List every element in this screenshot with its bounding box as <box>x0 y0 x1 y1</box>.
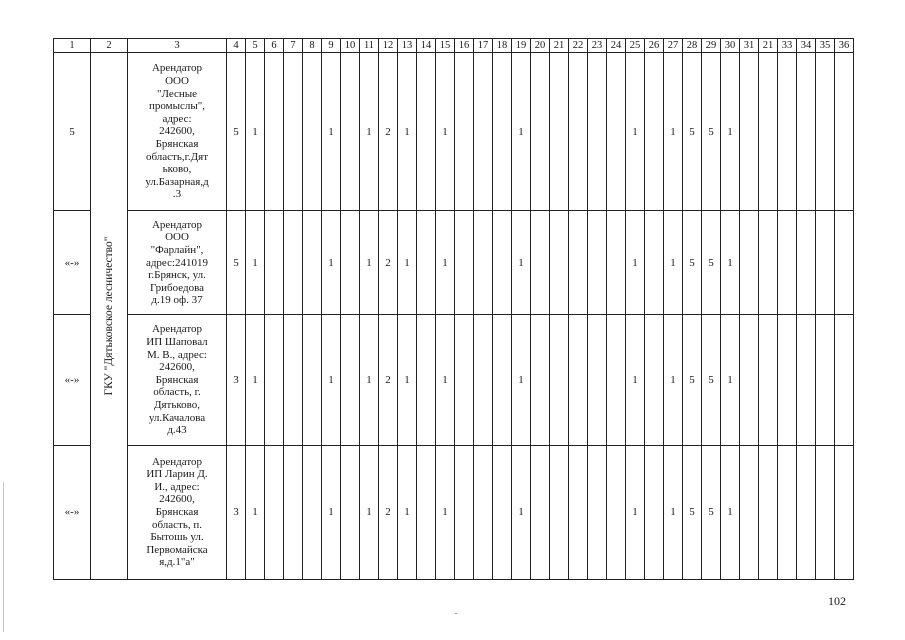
column-number-header: 10 <box>341 39 360 53</box>
table-row <box>54 211 854 315</box>
lessee-text-line: Брянская <box>155 137 199 150</box>
value-cell <box>265 53 284 211</box>
value-cell <box>569 53 588 211</box>
lessee-details-cell <box>128 53 227 211</box>
value-cell <box>759 53 778 211</box>
lessee-text-line: ьково, <box>162 163 192 176</box>
column-number-header: 30 <box>721 39 740 53</box>
value-cell: 1 <box>322 315 341 445</box>
value-cell: 1 <box>721 53 740 211</box>
lessee-text-line: И., адрес: <box>154 480 200 493</box>
value-cell <box>474 315 493 445</box>
row-number-cell: «-» <box>54 315 91 445</box>
column-number-header: 36 <box>835 39 854 53</box>
value-cell: 5 <box>702 445 721 579</box>
value-cell <box>303 211 322 315</box>
value-cell <box>474 53 493 211</box>
value-cell: 1 <box>664 445 683 579</box>
value-cell <box>759 445 778 579</box>
value-cell <box>740 445 759 579</box>
forest-lease-table <box>53 38 854 580</box>
column-number-header: 21 <box>759 39 778 53</box>
table-row <box>54 53 854 211</box>
value-cell <box>284 53 303 211</box>
header-row <box>54 39 854 53</box>
value-cell: 1 <box>512 53 531 211</box>
value-cell <box>531 315 550 445</box>
value-cell <box>550 445 569 579</box>
value-cell <box>417 211 436 315</box>
value-cell: 5 <box>683 445 702 579</box>
lessee-text-line: д.19 оф. 37 <box>151 294 203 307</box>
column-number-header: 14 <box>417 39 436 53</box>
value-cell <box>588 445 607 579</box>
column-number-header: 27 <box>664 39 683 53</box>
value-cell <box>740 315 759 445</box>
value-cell <box>607 315 626 445</box>
value-cell: 1 <box>246 211 265 315</box>
value-cell: 1 <box>664 53 683 211</box>
value-cell: 1 <box>436 53 455 211</box>
column-number-header: 6 <box>265 39 284 53</box>
forestry-name: ГКУ "Дятьковское лесничество" <box>103 236 115 396</box>
lessee-details-cell <box>128 315 227 445</box>
value-cell: 2 <box>379 53 398 211</box>
column-number-header: 23 <box>588 39 607 53</box>
value-cell <box>455 315 474 445</box>
lessee-text-line: ИП Шаповал <box>146 336 208 349</box>
value-cell <box>569 211 588 315</box>
column-number-header: 13 <box>398 39 417 53</box>
value-cell: 1 <box>398 211 417 315</box>
value-cell: 1 <box>664 211 683 315</box>
lessee-text-line: Брянская <box>155 373 199 386</box>
column-number-header: 2 <box>91 39 128 53</box>
scan-margin-line <box>3 482 4 632</box>
column-number-header: 7 <box>284 39 303 53</box>
value-cell: 1 <box>360 315 379 445</box>
value-cell <box>493 53 512 211</box>
value-cell: 1 <box>360 445 379 579</box>
value-cell: 5 <box>683 315 702 445</box>
value-cell: 5 <box>227 211 246 315</box>
lessee-text-line: Арендатор <box>151 455 203 468</box>
value-cell <box>797 315 816 445</box>
value-cell: 1 <box>246 53 265 211</box>
value-cell <box>303 315 322 445</box>
table-row <box>54 315 854 445</box>
value-cell <box>265 211 284 315</box>
lessee-text-line: .3 <box>172 188 182 201</box>
value-cell: 5 <box>683 53 702 211</box>
column-number-header: 26 <box>645 39 664 53</box>
value-cell <box>607 53 626 211</box>
value-cell <box>816 445 835 579</box>
value-cell <box>493 445 512 579</box>
value-cell <box>778 445 797 579</box>
value-cell <box>607 211 626 315</box>
column-number-header: 31 <box>740 39 759 53</box>
value-cell <box>645 445 664 579</box>
lessee-text-line: Арендатор <box>151 323 203 336</box>
value-cell: 5 <box>702 53 721 211</box>
value-cell <box>455 211 474 315</box>
value-cell <box>341 315 360 445</box>
value-cell <box>759 211 778 315</box>
column-number-header: 19 <box>512 39 531 53</box>
lessee-text-line: Арендатор <box>151 62 203 75</box>
column-number-header: 25 <box>626 39 645 53</box>
value-cell <box>284 315 303 445</box>
value-cell <box>550 53 569 211</box>
lessee-text-line: 242600, <box>159 493 195 506</box>
value-cell: 1 <box>436 315 455 445</box>
value-cell: 2 <box>379 445 398 579</box>
lessee-text-line: М. В., адрес: <box>147 348 207 361</box>
value-cell <box>645 211 664 315</box>
lessee-text-line: ул.Качалова <box>148 411 206 424</box>
value-cell: 2 <box>379 315 398 445</box>
value-cell <box>417 315 436 445</box>
lessee-text-line: Брянская <box>155 506 199 519</box>
scan-speck <box>455 613 457 614</box>
lessee-text-line: Грибоедова <box>149 281 205 294</box>
value-cell <box>816 315 835 445</box>
value-cell <box>550 211 569 315</box>
lessee-text-line: 242600, <box>159 125 195 138</box>
column-number-header: 1 <box>54 39 91 53</box>
value-cell <box>341 211 360 315</box>
row-number-cell: «-» <box>54 211 91 315</box>
value-cell <box>645 53 664 211</box>
column-number-header: 16 <box>455 39 474 53</box>
value-cell <box>759 315 778 445</box>
row-number-cell: 5 <box>54 53 91 211</box>
value-cell: 1 <box>398 53 417 211</box>
value-cell <box>531 211 550 315</box>
value-cell: 1 <box>626 53 645 211</box>
value-cell <box>303 53 322 211</box>
column-number-header: 29 <box>702 39 721 53</box>
lessee-text-line: ООО <box>165 231 189 244</box>
value-cell <box>740 211 759 315</box>
value-cell: 1 <box>398 315 417 445</box>
value-cell <box>417 445 436 579</box>
value-cell <box>835 445 854 579</box>
value-cell: 1 <box>721 445 740 579</box>
value-cell: 1 <box>626 211 645 315</box>
column-number-header: 17 <box>474 39 493 53</box>
value-cell <box>569 315 588 445</box>
value-cell <box>797 53 816 211</box>
value-cell: 1 <box>246 315 265 445</box>
value-cell: 1 <box>360 53 379 211</box>
column-number-header: 22 <box>569 39 588 53</box>
value-cell <box>645 315 664 445</box>
value-cell <box>588 53 607 211</box>
lessee-text-line: адрес:241019 <box>145 256 209 269</box>
value-cell <box>265 315 284 445</box>
column-number-header: 34 <box>797 39 816 53</box>
table-row <box>54 445 854 579</box>
lessee-text-line: ул.Базарная,д <box>145 175 209 188</box>
value-cell <box>284 445 303 579</box>
value-cell: 1 <box>398 445 417 579</box>
lessee-text-line: область, п. <box>151 518 203 531</box>
value-cell <box>797 211 816 315</box>
value-cell <box>740 53 759 211</box>
value-cell <box>341 445 360 579</box>
value-cell <box>455 445 474 579</box>
value-cell: 1 <box>512 315 531 445</box>
value-cell: 1 <box>721 211 740 315</box>
value-cell: 2 <box>379 211 398 315</box>
column-number-header: 18 <box>493 39 512 53</box>
value-cell: 1 <box>436 445 455 579</box>
value-cell <box>284 211 303 315</box>
value-cell <box>816 211 835 315</box>
lessee-text-line: Бытошь ул. <box>150 531 204 544</box>
value-cell <box>493 211 512 315</box>
column-number-header: 28 <box>683 39 702 53</box>
forestry-cell <box>91 53 128 580</box>
column-number-header: 35 <box>816 39 835 53</box>
column-number-header: 20 <box>531 39 550 53</box>
value-cell <box>778 315 797 445</box>
column-number-header: 21 <box>550 39 569 53</box>
value-cell <box>797 445 816 579</box>
lessee-text-line: я,д.1"а" <box>159 556 195 569</box>
value-cell <box>550 315 569 445</box>
lessee-text-line: Арендатор <box>151 218 203 231</box>
lessee-text-line: область, г. <box>153 386 201 399</box>
value-cell <box>588 211 607 315</box>
value-cell: 1 <box>246 445 265 579</box>
value-cell <box>569 445 588 579</box>
value-cell: 1 <box>322 53 341 211</box>
column-number-header: 11 <box>360 39 379 53</box>
row-number-cell: «-» <box>54 445 91 579</box>
value-cell: 1 <box>360 211 379 315</box>
value-cell: 3 <box>227 315 246 445</box>
lessee-text-line: адрес: <box>162 112 192 125</box>
value-cell: 1 <box>512 211 531 315</box>
lessee-text-line: ООО <box>165 74 189 87</box>
lessee-text-line: Дятьково, <box>153 398 201 411</box>
column-number-header: 12 <box>379 39 398 53</box>
value-cell: 1 <box>626 445 645 579</box>
value-cell: 5 <box>683 211 702 315</box>
value-cell <box>265 445 284 579</box>
column-number-header: 33 <box>778 39 797 53</box>
lessee-text-line: промыслы", <box>148 100 206 113</box>
value-cell: 1 <box>721 315 740 445</box>
lessee-details-cell <box>128 211 227 315</box>
value-cell: 1 <box>512 445 531 579</box>
value-cell: 5 <box>702 315 721 445</box>
value-cell <box>835 211 854 315</box>
lessee-text-line: "Фарлайн", <box>150 244 204 256</box>
value-cell <box>531 445 550 579</box>
value-cell <box>588 315 607 445</box>
column-number-header: 9 <box>322 39 341 53</box>
value-cell <box>474 211 493 315</box>
value-cell <box>531 53 550 211</box>
lessee-details-cell <box>128 445 227 579</box>
value-cell <box>303 445 322 579</box>
value-cell: 5 <box>227 53 246 211</box>
page-number: 102 <box>828 594 846 608</box>
value-cell: 1 <box>436 211 455 315</box>
value-cell <box>493 315 512 445</box>
column-number-header: 24 <box>607 39 626 53</box>
column-number-header: 5 <box>246 39 265 53</box>
lessee-text-line: 242600, <box>159 361 195 374</box>
value-cell <box>417 53 436 211</box>
lessee-text-line: ИП Ларин Д. <box>146 468 208 481</box>
value-cell: 3 <box>227 445 246 579</box>
value-cell <box>341 53 360 211</box>
value-cell <box>816 53 835 211</box>
value-cell <box>778 53 797 211</box>
value-cell <box>455 53 474 211</box>
value-cell <box>835 315 854 445</box>
lessee-text-line: д.43 <box>167 424 187 437</box>
column-number-header: 4 <box>227 39 246 53</box>
lessee-text-line: "Лесные <box>156 87 198 100</box>
column-number-header: 15 <box>436 39 455 53</box>
value-cell: 1 <box>322 211 341 315</box>
value-cell <box>474 445 493 579</box>
value-cell: 1 <box>322 445 341 579</box>
value-cell <box>607 445 626 579</box>
lessee-text-line: Первомайска <box>146 543 208 556</box>
value-cell <box>835 53 854 211</box>
column-number-header: 3 <box>128 39 227 53</box>
value-cell: 5 <box>702 211 721 315</box>
value-cell <box>778 211 797 315</box>
lessee-text-line: область,г.Дят <box>145 150 209 163</box>
column-number-header: 8 <box>303 39 322 53</box>
value-cell: 1 <box>626 315 645 445</box>
value-cell: 1 <box>664 315 683 445</box>
lessee-text-line: г.Брянск, ул. <box>148 269 206 282</box>
